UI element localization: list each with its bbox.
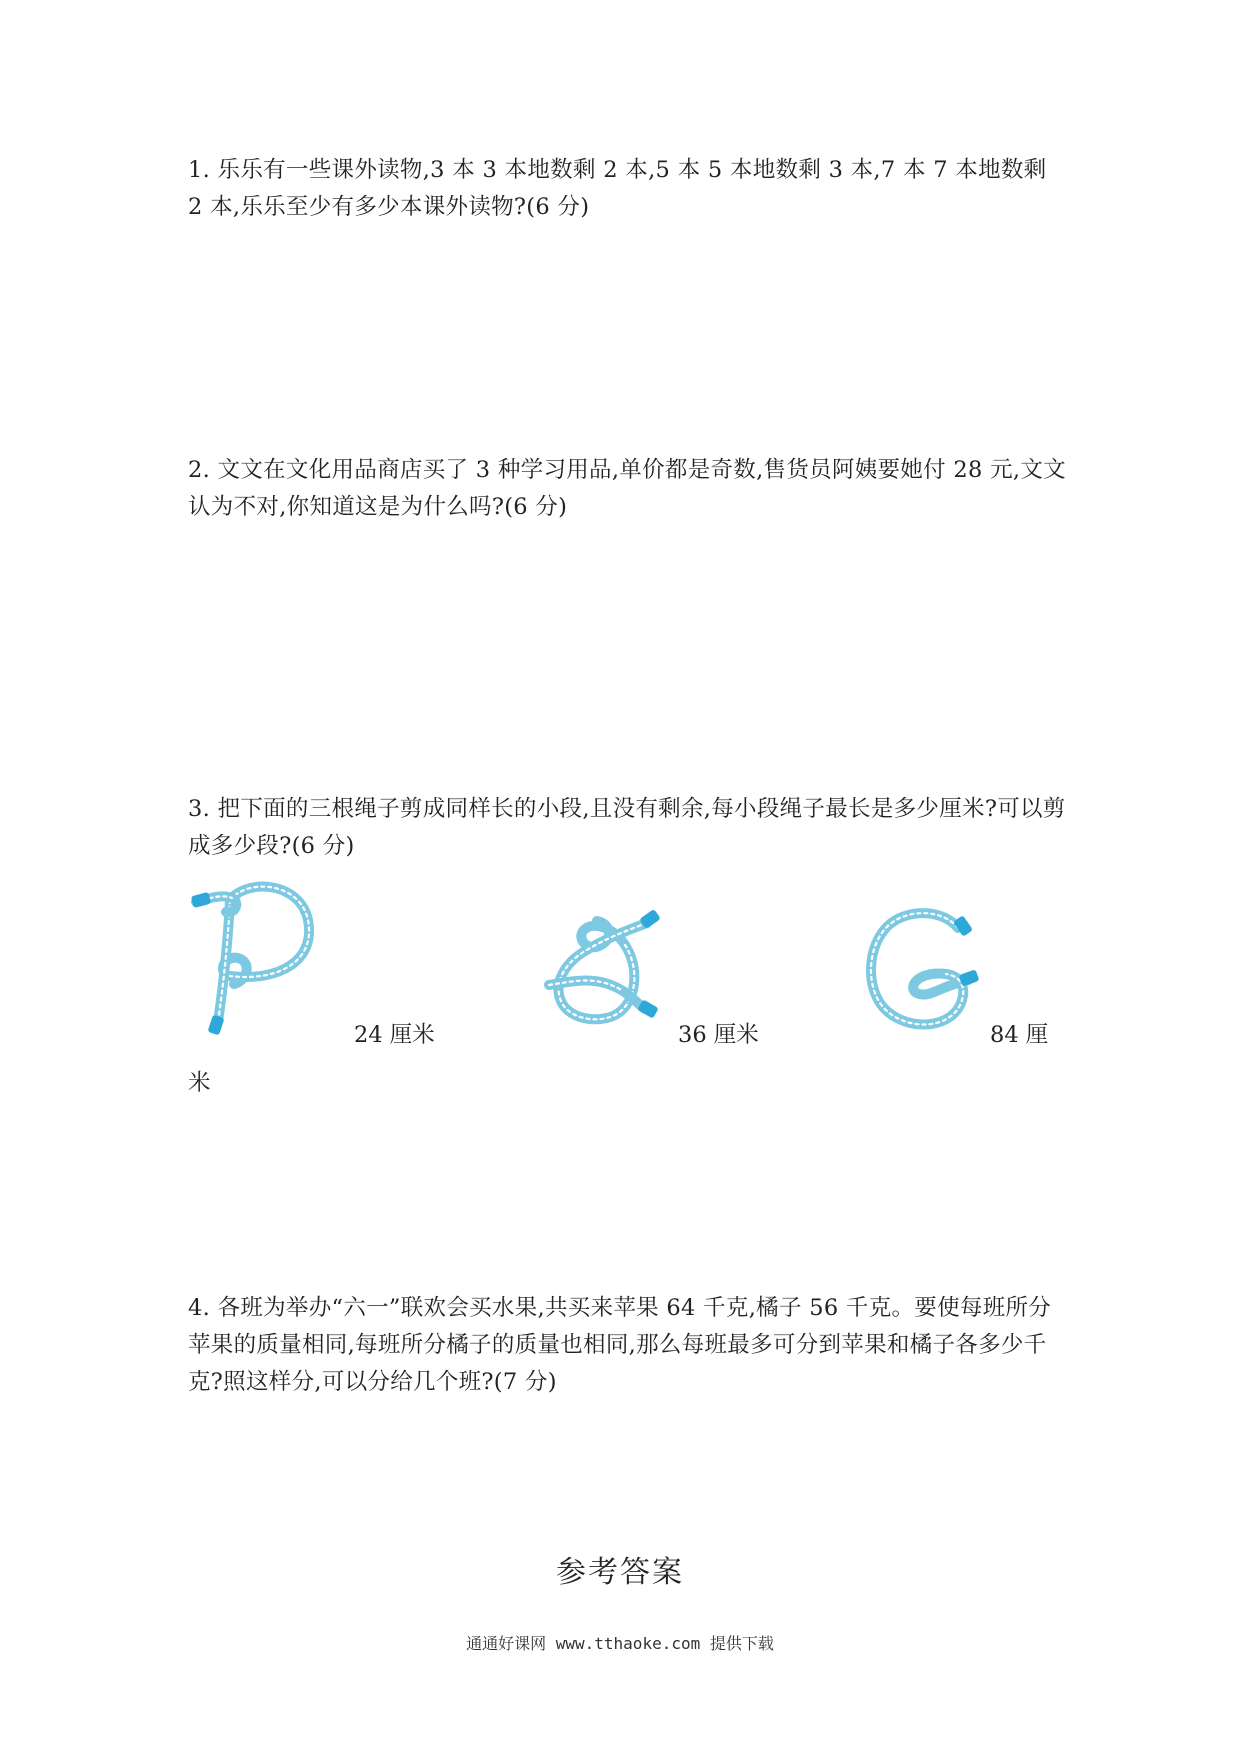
question-4: 4. 各班为举办“六一”联欢会买水果,共买来苹果 64 千克,橘子 56 千克。要使每班所分苹果的质量相同,每班所分橘子的质量也相同,那么每班最多可分到苹果和橘子各多少千克?照这样分,可以分给几个班?(7 分) [188,1295,1052,1395]
rope-knot-illustration [535,905,685,1045]
rope-1-length: 24 厘米 [354,1022,435,1048]
rope-g-illustration [860,900,1010,1040]
question-2: 2. 文文在文化用品商店买了 3 种学习用品,单价都是奇数,售货员阿姨要她付 28 元,文文认为不对,你知道这是为什么吗?(6 分) [188,457,1066,520]
rope-2-length: 36 厘米 [678,1022,759,1048]
question-3: 3. 把下面的三根绳子剪成同样长的小段,且没有剩余,每小段绳子最长是多少厘米?可以剪成多少段?(6 分) [188,796,1066,859]
rope-p-illustration [188,880,338,1040]
rope-3-length-continuation: 米 [188,1070,211,1096]
answer-section-title: 参考答案 [556,1555,684,1590]
rope-3-length: 84 厘 [990,1022,1049,1048]
footer-source: 通通好课网 www.tthaoke.com 提供下载 [466,1634,774,1653]
question-1: 1. 乐乐有一些课外读物,3 本 3 本地数剩 2 本,5 本 5 本地数剩 3 本,7 本 7 本地数剩 2 本,乐乐至少有多少本课外读物?(6 分) [188,157,1047,220]
